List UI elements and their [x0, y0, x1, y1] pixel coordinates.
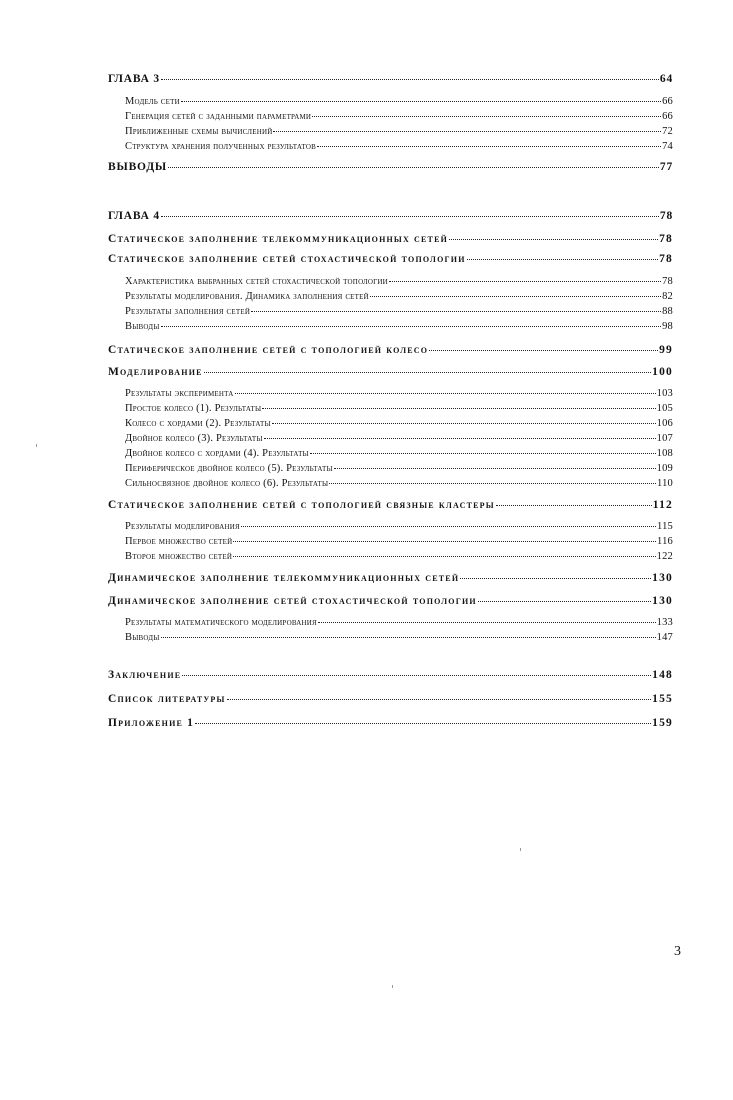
toc-dot-leader: [478, 600, 651, 602]
toc-entry-page: 74: [662, 141, 673, 152]
toc-entry: [108, 670, 673, 682]
toc-entry-title: Результаты заполнения сетей: [125, 306, 251, 317]
toc-dot-leader: [161, 325, 662, 327]
toc-entry: [108, 367, 673, 379]
toc-entry-title: Модель сети: [125, 96, 180, 107]
toc-dot-leader: [460, 577, 651, 579]
toc-entry-title: Второе множество сетей: [125, 551, 233, 562]
toc-entry: [125, 479, 673, 490]
toc-entry-page: 122: [656, 551, 673, 562]
toc-dot-leader: [233, 540, 656, 542]
toc-dot-leader: [227, 698, 652, 700]
toc-dot-leader: [168, 166, 659, 168]
toc-entry-page: 107: [656, 433, 673, 444]
toc-entry: [125, 322, 673, 333]
toc-entry: [108, 74, 673, 86]
toc-entry-page: 133: [656, 617, 673, 628]
toc-entry-page: 77: [659, 161, 673, 173]
toc-entry-title: Результаты эксперимента: [125, 388, 234, 399]
toc-entry-page: 72: [662, 126, 673, 137]
toc-entry-title: Результаты моделирования: [125, 521, 240, 532]
toc-entry-page: 130: [652, 595, 673, 607]
toc-dot-leader: [195, 722, 651, 724]
toc-entry: [125, 633, 673, 644]
toc-entry-title: Простое колесо (1). Результаты: [125, 403, 262, 414]
toc-entry: [125, 112, 673, 123]
toc-entry: [125, 404, 673, 415]
toc-entry-title: Заключение: [108, 669, 182, 681]
toc-entry: [108, 162, 673, 174]
toc-dot-leader: [181, 100, 661, 102]
toc-entry-title: Выводы: [125, 632, 160, 643]
toc-entry: [125, 277, 673, 288]
toc-entry-page: 155: [652, 693, 673, 705]
toc-entry-page: 88: [662, 306, 673, 317]
toc-entry-title: Статическое заполнение сетей стохастической топологии: [108, 253, 466, 265]
toc-entry-title: Моделирование: [108, 366, 203, 378]
toc-dot-leader: [496, 504, 652, 506]
toc-entry-title: Сильносвязное двойное колесо (6). Результаты: [125, 478, 329, 489]
toc-dot-leader: [329, 482, 656, 484]
toc-entry: [125, 97, 673, 108]
toc-entry-page: 116: [657, 536, 673, 547]
toc-entry-title: Приближенные схемы вычислений: [125, 126, 273, 137]
toc-entry: [108, 254, 673, 266]
toc-entry-title: Динамическое заполнение сетей стохастической топологии: [108, 595, 477, 607]
toc-entry: [108, 694, 673, 706]
toc-dot-leader: [264, 437, 656, 439]
toc-entry: [125, 434, 673, 445]
toc-entry-page: 110: [657, 478, 673, 489]
toc-entry-page: 130: [652, 572, 673, 584]
toc-entry-page: 147: [656, 632, 673, 643]
toc-entry-page: 112: [652, 499, 673, 511]
toc-entry-title: ГЛАВА 4: [108, 210, 160, 222]
toc-entry: [125, 537, 673, 548]
toc-dot-leader: [318, 621, 656, 623]
toc-entry-title: Статическое заполнение сетей с топологией связные кластеры: [108, 499, 495, 511]
toc-entry: [108, 211, 673, 223]
toc-entry: [125, 618, 673, 629]
toc-entry-page: 66: [662, 111, 673, 122]
toc-dot-leader: [161, 636, 656, 638]
toc-entry-title: Список литературы: [108, 693, 226, 705]
toc-entry-page: 148: [652, 669, 673, 681]
toc-entry-title: Выводы: [125, 321, 160, 332]
toc-dot-leader: [273, 130, 661, 132]
toc-entry: [125, 127, 673, 138]
toc-entry: [125, 142, 673, 153]
toc-entry-title: Результаты математического моделирования: [125, 617, 317, 628]
toc-entry: [125, 552, 673, 563]
toc-entry-page: 159: [652, 717, 673, 729]
toc-entry-page: 98: [662, 321, 673, 332]
toc-entry-page: 108: [656, 448, 673, 459]
toc-entry: [125, 292, 673, 303]
toc-dot-leader: [182, 674, 651, 676]
toc-dot-leader: [310, 452, 656, 454]
toc-dot-leader: [161, 215, 659, 217]
toc-entry-title: Статическое заполнение сетей с топологией колесо: [108, 344, 429, 356]
toc-dot-leader: [161, 78, 659, 80]
toc-entry: [125, 307, 673, 318]
toc-entry-page: 82: [662, 291, 673, 302]
toc-entry-page: 99: [659, 344, 673, 356]
scan-speck: [520, 848, 521, 851]
toc-entry: [108, 234, 673, 246]
toc-entry: [125, 389, 673, 400]
toc-entry-page: 78: [659, 210, 673, 222]
toc-entry: [108, 596, 673, 608]
toc-entry-page: 103: [656, 388, 673, 399]
toc-entry-title: Колесо с хордами (2). Результаты: [125, 418, 271, 429]
toc-dot-leader: [317, 145, 661, 147]
toc-entry-page: 106: [656, 418, 673, 429]
toc-entry-title: Генерация сетей с заданными параметрами: [125, 111, 312, 122]
toc-dot-leader: [233, 555, 656, 557]
toc-dot-leader: [241, 525, 656, 527]
toc-dot-leader: [429, 349, 658, 351]
toc-entry-page: 78: [659, 253, 673, 265]
toc-dot-leader: [370, 295, 661, 297]
toc-entry-page: 78: [659, 233, 673, 245]
toc-entry: [125, 522, 673, 533]
toc-dot-leader: [204, 371, 651, 373]
toc-entry-page: 78: [662, 276, 673, 287]
toc-entry: [125, 419, 673, 430]
toc-entry-title: Двойное колесо (3). Результаты: [125, 433, 263, 444]
toc-entry-title: Первое множество сетей: [125, 536, 233, 547]
toc-entry-page: 105: [656, 403, 673, 414]
toc-entry-page: 66: [662, 96, 673, 107]
toc-entry-page: 115: [657, 521, 673, 532]
toc-entry: [108, 345, 673, 357]
toc-entry-page: 109: [656, 463, 673, 474]
toc-entry-title: Периферическое двойное колесо (5). Результаты: [125, 463, 333, 474]
toc-dot-leader: [262, 407, 655, 409]
toc-entry: [108, 573, 673, 585]
toc-entry-title: Приложение 1: [108, 717, 195, 729]
toc-entry: [108, 718, 673, 730]
toc-dot-leader: [467, 258, 658, 260]
scan-speck: [392, 985, 393, 988]
toc-entry-title: ВЫВОДЫ: [108, 161, 168, 173]
page-number: 3: [674, 944, 681, 959]
toc-dot-leader: [272, 422, 656, 424]
toc-entry-page: 100: [652, 366, 673, 378]
toc-dot-leader: [389, 280, 661, 282]
toc-entry: [108, 500, 673, 512]
toc-entry-title: Структура хранения полученных результатов: [125, 141, 317, 152]
toc-entry-title: ГЛАВА 3: [108, 73, 160, 85]
toc-dot-leader: [449, 238, 658, 240]
toc-entry-title: Двойное колесо с хордами (4). Результаты: [125, 448, 309, 459]
toc-entry-title: Динамическое заполнение телекоммуникационных сетей: [108, 572, 460, 584]
toc-entry-page: 64: [659, 73, 673, 85]
toc-entry: [125, 464, 673, 475]
toc-entry: [125, 449, 673, 460]
toc-entry-title: Результаты моделирования. Динамика заполнения сетей: [125, 291, 369, 302]
toc-dot-leader: [334, 467, 656, 469]
toc-dot-leader: [251, 310, 661, 312]
scan-speck: [36, 444, 37, 447]
toc-dot-leader: [312, 115, 661, 117]
toc-dot-leader: [235, 392, 656, 394]
toc-entry-title: Характеристика выбранных сетей стохастической топологии: [125, 276, 388, 287]
toc-entry-title: Статическое заполнение телекоммуникационных сетей: [108, 233, 449, 245]
